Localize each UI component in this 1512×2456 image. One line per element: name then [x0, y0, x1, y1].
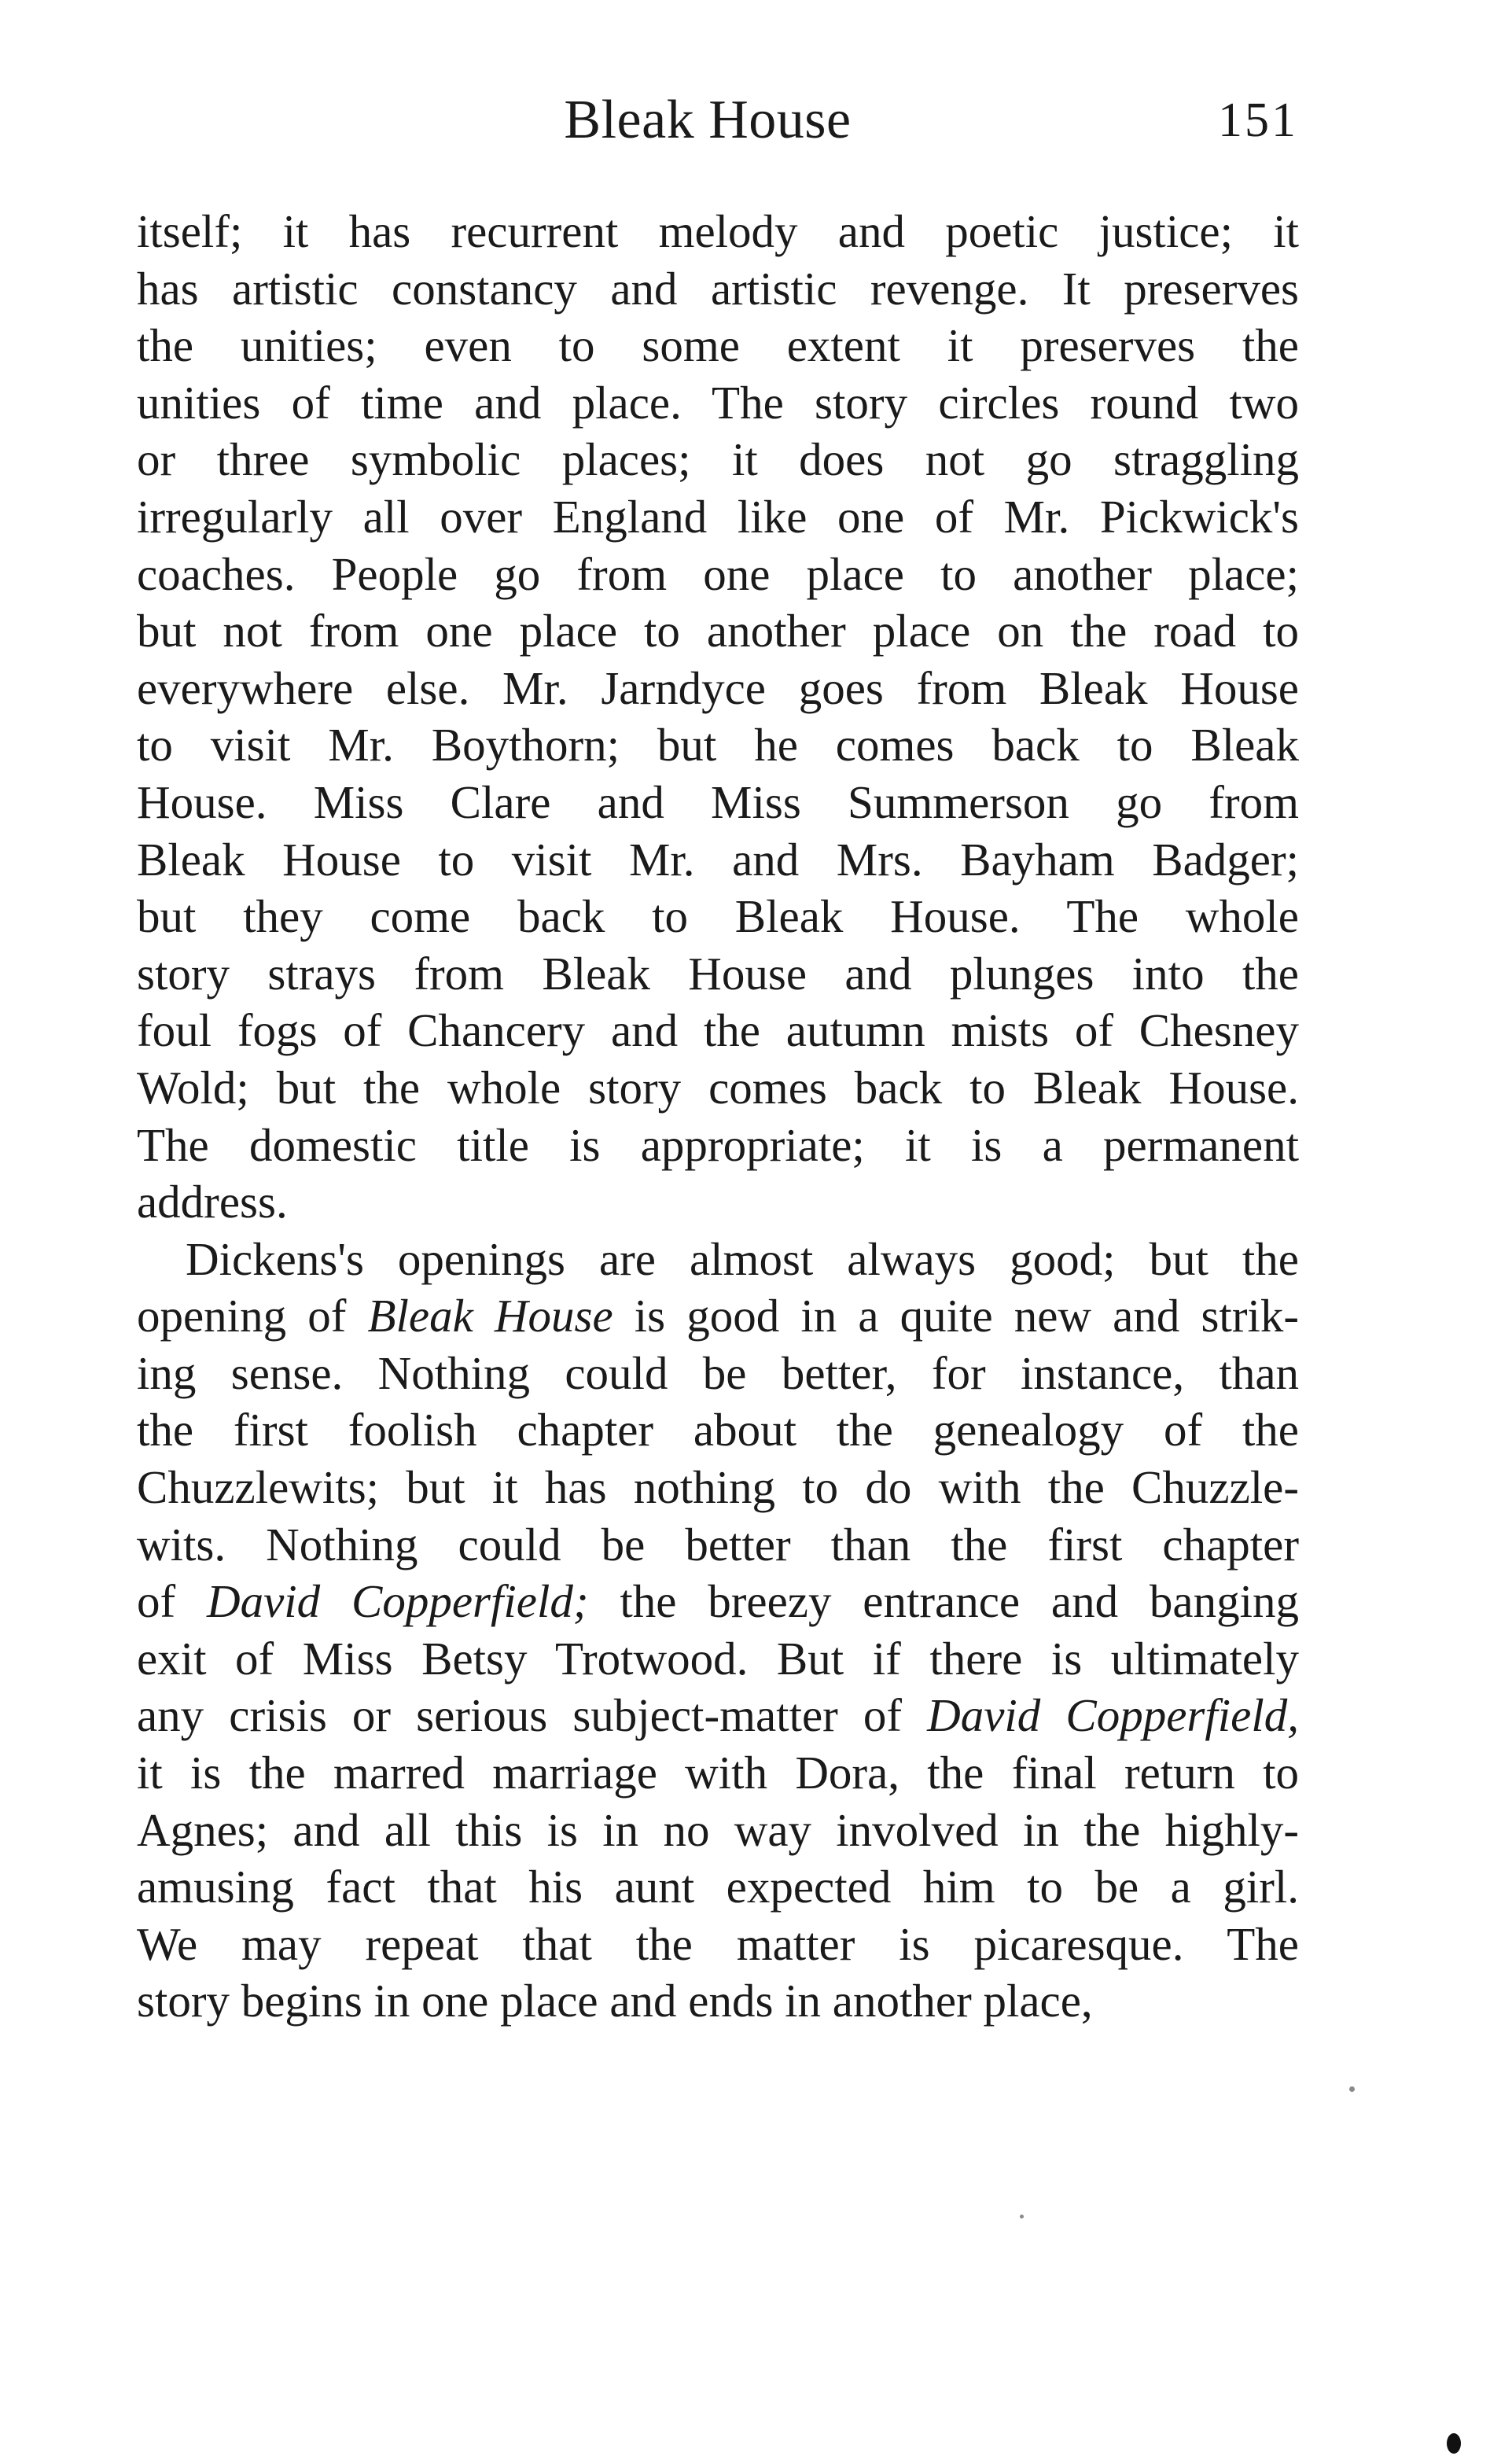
text-run: but they come back to Bleak House. The whole [137, 890, 1299, 943]
text-run: to visit Mr. Boythorn; but he comes back to Bleak [137, 719, 1299, 771]
text-run: irregularly all over England like one of Mr. Pickwick's [137, 490, 1299, 543]
text-run: exit of Miss Betsy Trotwood. But if there is ultimately [137, 1632, 1299, 1685]
text-line [137, 1345, 1299, 1402]
text-line [137, 1231, 1299, 1288]
text-run: the unities; even to some extent it preserves the [137, 319, 1299, 372]
paragraph [137, 203, 1299, 1231]
text-run: Bleak House to visit Mr. and Mrs. Bayham Badger; [137, 833, 1299, 886]
text-line [137, 1117, 1299, 1174]
text-run: amusing fact that his aunt expected him to be a girl. [137, 1861, 1299, 1913]
running-head [0, 85, 1512, 156]
text-line [137, 1173, 1299, 1231]
text-line [137, 888, 1299, 945]
text-line [137, 1002, 1299, 1059]
text-run: itself; it has recurrent melody and poetic justice; it [137, 205, 1299, 257]
text-run: unities of time and place. The story circles round two [137, 376, 1299, 429]
paragraph [137, 1231, 1299, 2030]
text-run: the breezy entrance and banging [588, 1575, 1299, 1628]
text-line [137, 1287, 1299, 1345]
text-run: foul fogs of Chancery and the autumn mists of Chesney [137, 1004, 1299, 1057]
text-line [137, 1630, 1299, 1688]
text-line [137, 488, 1299, 546]
text-line [137, 1573, 1299, 1630]
body-text [137, 203, 1299, 2030]
text-line [137, 602, 1299, 660]
text-run: We may repeat that the matter is picaresque. The [137, 1917, 1299, 1970]
text-line [137, 203, 1299, 260]
text-run: coaches. People go from one place to another place; [137, 547, 1299, 600]
text-line [137, 1687, 1299, 1744]
scan-speck [1349, 2086, 1355, 2092]
text-line [137, 374, 1299, 432]
page-number: 151 [1218, 94, 1298, 147]
text-line [137, 716, 1299, 774]
text-line [137, 260, 1299, 318]
text-run: address. [137, 1176, 288, 1228]
text-line [137, 831, 1299, 889]
italic-title: David Copperfield; [206, 1575, 589, 1628]
scan-speck [1020, 2215, 1024, 2219]
text-line [137, 317, 1299, 374]
text-run: everywhere else. Mr. Jarndyce goes from Bleak House [137, 661, 1299, 714]
italic-title: David Copperfield, [927, 1689, 1299, 1742]
text-line [137, 431, 1299, 488]
text-line [137, 1401, 1299, 1459]
text-run: or three symbolic places; it does not go straggling [137, 433, 1299, 486]
text-run: Agnes; and all this is in no way involved in the highly- [137, 1803, 1299, 1856]
running-title: Bleak House [564, 90, 852, 150]
text-run: opening of [137, 1290, 368, 1342]
text-line [137, 1972, 1299, 2030]
text-run: it is the marred marriage with Dora, the final return to [137, 1747, 1299, 1799]
text-run: Chuzzlewits; but it has nothing to do with the Chuzzle- [137, 1461, 1299, 1514]
text-run: Dickens's openings are almost always good; but the [186, 1232, 1299, 1285]
text-run: the first foolish chapter about the genealogy of the [137, 1404, 1299, 1456]
text-line [137, 1802, 1299, 1859]
text-run: has artistic constancy and artistic revenge. It preserves [137, 262, 1299, 315]
text-line [137, 660, 1299, 717]
text-run: story begins in one place and ends in another place, [137, 1975, 1093, 2027]
text-line [137, 774, 1299, 831]
text-run: but not from one place to another place on the road to [137, 605, 1299, 657]
text-run: story strays from Bleak House and plunges into the [137, 947, 1299, 1000]
text-line [137, 945, 1299, 1003]
text-run: any crisis or serious subject-matter of [137, 1689, 928, 1742]
text-line [137, 1516, 1299, 1574]
text-line [137, 1858, 1299, 1916]
text-line [137, 546, 1299, 603]
text-run: of [137, 1575, 207, 1628]
text-line [137, 1459, 1299, 1516]
text-line [137, 1744, 1299, 1802]
text-run: House. Miss Clare and Miss Summerson go from [137, 775, 1299, 828]
text-line [137, 1059, 1299, 1117]
scan-speck [1447, 2433, 1461, 2454]
text-run: is good in a quite new and strik- [613, 1290, 1300, 1342]
italic-title: Bleak House [367, 1290, 613, 1342]
text-run: wits. Nothing could be better than the first chapter [137, 1518, 1299, 1570]
text-run: Wold; but the whole story comes back to Bleak House. [137, 1061, 1299, 1114]
text-line [137, 1916, 1299, 1973]
text-run: The domestic title is appropriate; it is a permanent [137, 1118, 1299, 1171]
text-run: ing sense. Nothing could be better, for instance, than [137, 1346, 1299, 1399]
